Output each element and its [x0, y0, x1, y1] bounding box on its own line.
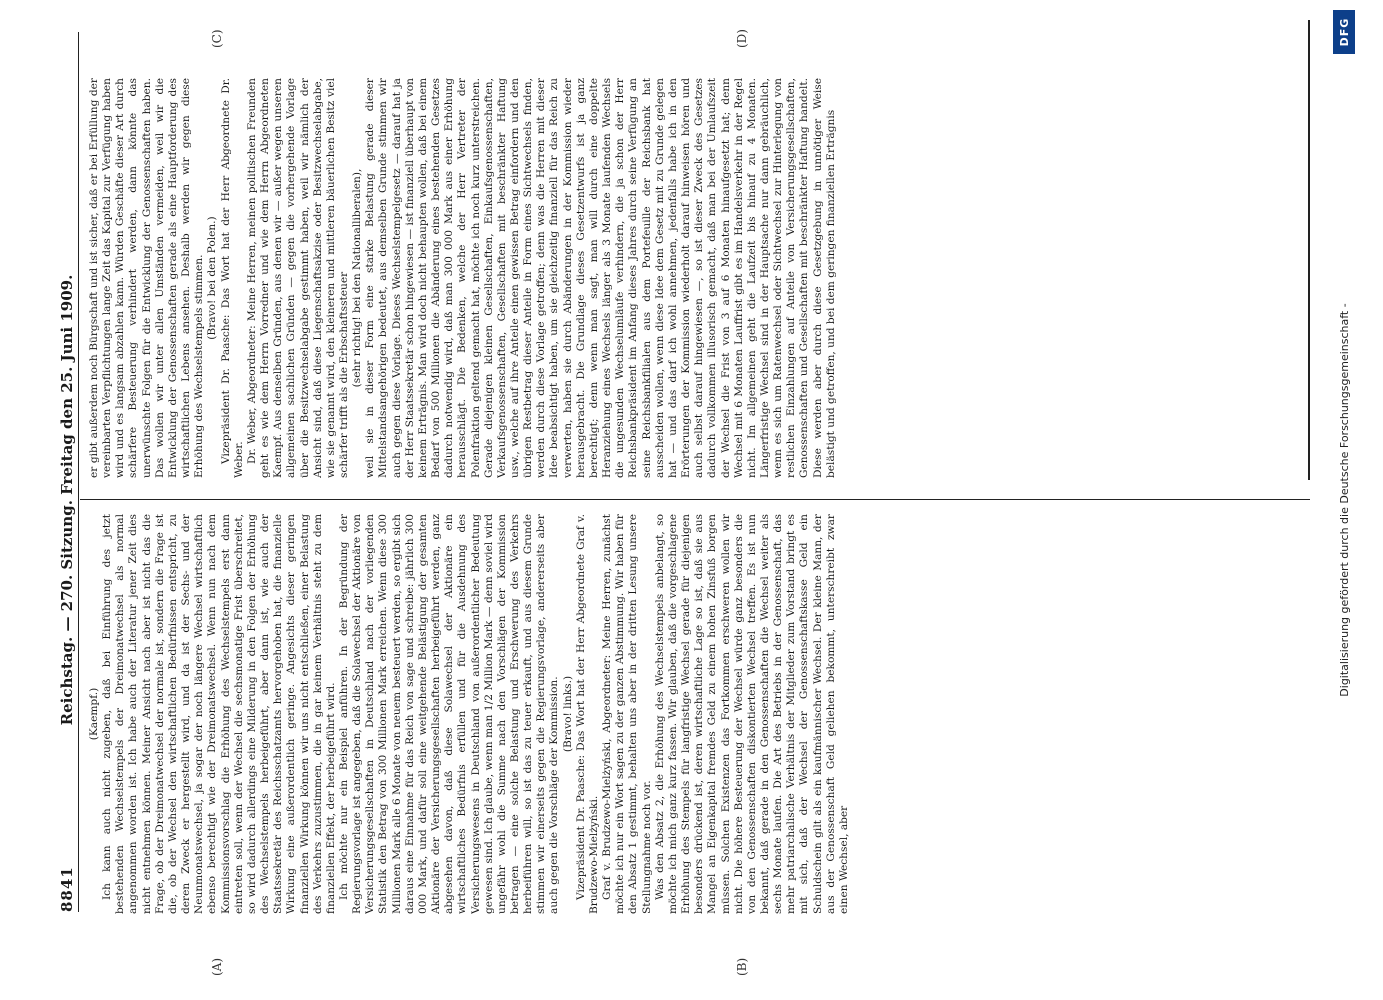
right-text-column	[88, 78, 1308, 478]
running-header: Reichstag. — 270. Sitzung. Freitag den 25. Juni 1909.	[58, 274, 76, 726]
end-rule	[1308, 20, 1310, 480]
left-text-column	[88, 514, 1308, 914]
paragraph: er gibt außerdem noch Bürgschaft und ist sicher, daß er bei Erfüllung der vereinbarten Verpflichtungen lange Zeit das Kapital zur Verfügung haben wird und es langsam abzahlen kann. Würden Geschäfte dieser Art durch schärfere Besteuerung verhindert werden, dann könnte das unerwünschte Folgen für die Entwicklung der Genossenschaften haben. Das wollen wir unter allen Umständen vermeiden, weil wir die Entwicklung der Genossenschaften gerade als eine Hauptforderung des wirtschaftlichen Lebens ansehen. Deshalb werden wir gegen diese Erhöhung des Wechselstempels stimmen.	[88, 78, 206, 478]
column-divider	[80, 499, 1310, 500]
paragraph: Ich möchte nur ein Beispiel anführen. In der Begründung der Regierungsvorlage ist angegeben, daß die Solawechsel der Aktionäre von Versicherungsgesellschaften in Deutschland nach der vorliegenden Statistik den Betrag von 300 Millionen Mark erreichen. Wenn diese 300 Millionen Mark alle 6 Monate von neuem besteuert werden, so ergibt sich daraus eine Einnahme für das Reich von sage und schreibe: jährlich 300 000 Mark, und dafür soll eine weitgehende Belästigung der gesamten Aktionäre der Versicherungsgesellschaften herbeigeführt werden, ganz abgesehen davon, daß diese Solawechsel der Aktionäre ein wirtschaftliches Bedürfnis erfüllen und für die Ausdehnung des Versicherungswesens in Deutschland von außerordentlicher Bedeutung gewesen sind. Ich glaube, wenn man 1/2 Million Mark — denn soviel wird ungefähr wohl die Summe nach den Vorschlägen der Kommission betragen — eine solche Belastung und Erschwerung des Verkehrs herbeiführen will, so ist das zu teuer erkauft, und aus diesem Grunde stimmen wir einerseits gegen die Regierungsvorlage, andererseits aber auch gegen die Vorschläge der Kommission.	[337, 514, 561, 914]
margin-marker-d: (D)	[735, 29, 749, 48]
paragraph: weil sie in dieser Form eine starke Belastung gerade dieser Mittelstandsangehörigen bedeutet, aus demselben Grunde stimmen wir auch gegen diese Vorlage. Dieses Wechselstempelgesetz — darauf hat ja der Herr Staatssekretär schon hingewiesen — ist finanziell überhaupt von keinem Erträgnis. Man wird doch nicht behaupten wollen, daß bei einem Bedarf von 500 Millionen die Abänderung eines bestehenden Gesetzes dadurch notwendig wird, daß man 300 000 Mark aus einer Erhöhung herausschlägt. Die Bedenken, welche der Herr Vertreter der Polenfraktion geltend gemacht hat, möchte ich noch kurz unterstreichen. Gerade diejenigen kleinen Gesellschaften, Einkaufsgenossenschaften, Verkaufsgenossenschaften, Gesellschaften mit beschränkter Haftung usw., welche auf ihre Anteile einen gewissen Betrag einfordern und den übrigen Restbetrag dieser Anteile in Form eines Sichtwechsels finden, werden durch diese Vorlage getroffen; denn was die Herren mit dieser Idee beabsichtigt haben, um sie gleichzeitig finanziell für das Reich zu verwerten, haben sie durch Abänderungen in der Kommission wieder herausgebracht. Die Grundlage dieses Gesetzentwurfs ist ja ganz berechtigt; denn wenn man sagt, man will durch eine doppelte Heranziehung eines Wechsels länger als 3 Monate laufenden Wechsels die ungesunden Wechselumläufe verhindern, die ja schon der Herr Reichsbankpräsident im Anfang dieses Jahres durch seine Verfügung an seine Reichsbankfilialen aus dem Portefeuille der Reichsbank hat ausscheiden wollen, wenn diese Idee dem Gesetz mit zu Grunde gelegen hat — und das darf ich wohl annehmen, jedenfalls habe ich in den Erörterungen der Kommission wiederholt darauf hinweisen hören und auch selbst darauf hingewiesen —, so ist dieser Zweck des Gesetzes dadurch vollkommen illusorisch gemacht, daß man bei der Umlaufszeit der Wechsel die Frist von 3 auf 6 Monaten hinaufgesetzt hat; denn Wechsel mit 6 Monaten Lauffrist gibt es im Handelsverkehr in der Regel nicht. Im allgemeinen geht die Laufzeit bis hinauf zu 4 Monaten. Längerfristige Wechsel sind in der Hauptsache nur dann gebräuchlich, wenn es sich um Ratenwechsel oder Sichtwechsel zur Hinterlegung von restlichen Einzahlungen auf Anteile von Versicherungsgesellschaften, Genossenschaften und Gesellschaften mit beschränkter Haftung handelt. Diese werden aber durch diese Gesetzgebung in unnötiger Weise belästigt und getroffen, und bei dem geringen finanziellen Erträgnis	[364, 78, 837, 478]
interjection: (Bravo! bei den Polen.)	[206, 216, 219, 340]
digitization-credit: Digitalisierung gefördert durch die Deutsche Forschungsgemeinschaft -	[1338, 303, 1351, 697]
dfg-logo: DFG	[1333, 10, 1355, 54]
interjection: (Kaempf.)	[88, 687, 100, 741]
margin-marker-c: (C)	[210, 29, 224, 48]
paragraph: Dr. Weber, Abgeordneter: Meine Herren, meinen politischen Freunden geht es wie dem Herrn Vorredner und wie dem Herrn Abgeordneten Kaempf. Aus denselben Gründen, aus denen wir — außer wegen unseren allgemeinen sachlichen Gründen — gegen die vorhergehende Vorlage über die Besitzwechselabgabe gestimmt haben, weil wir nämlich der Ansicht sind, daß diese Liegenschaftsakzise oder Besitzwechselabgabe, wie sie genannt wird, den kleineren und mittleren bäuerlichen Besitz viel schärfer trifft als die Erbschaftssteuer	[245, 78, 350, 478]
header-rule	[78, 32, 79, 912]
paragraph: Was den Absatz 2, die Erhöhung des Wechselstempels anbelangt, so möchte ich mich ganz kurz fassen. Wir glauben, daß die vorgeschlagene Erhöhung des Stempels für langfristige Wechsel gerade für diejenigen besonders drückend ist, deren wirtschaftliche Lage so ist, daß sie aus Mangel an Eigenkapital fremdes Geld zu einem hohen Zinsfuß borgen müssen. Solchen Existenzen das Fortkommen erschweren wollen wir nicht. Die höhere Besteuerung der Wechsel würde ganz besonders die von den Genossenschaften diskontierten Wechsel treffen. Es ist nun bekannt, daß gerade in den Genossenschaften die Wechsel weiter als sechs Monate laufen. Die Art des Betriebs in der Genossenschaft, das mehr patriarchalische Verhältnis der Mitglieder zum Vorstand bringt es mit sich, daß der Wechsel der Genossenschaftskasse Geld ein Schuldschein gilt als ein kaufmännischer Wechsel. Der kleine Mann, der aus der Genossenschaft Geld geliehen bekommt, unterschreibt zwar einen Wechsel, aber	[653, 514, 850, 914]
margin-marker-a: (A)	[210, 957, 224, 976]
interjection: (sehr richtig! bei den Nationalliberalen),	[351, 168, 364, 388]
paragraph: Graf v. Brudzewo-Mielżyński, Abgeordneter: Meine Herren, zunächst möchte ich nur ein Wort sagen zu der ganzen Abstimmung. Wir haben für den Absatz 1 gestimmt, behalten uns aber in der dritten Lesung unsere Stellungnahme noch vor.	[601, 514, 653, 914]
interjection: (Bravo! links.)	[561, 675, 574, 753]
paragraph: Ich kann auch nicht zugeben, daß bei Einführung des jetzt bestehenden Wechselstempels der Dreimonatwechsel als normal angenommen worden ist. Ich habe auch der Literatur jener Zeit dies nicht entnehmen können. Meiner Ansicht nach aber ist nicht das die Frage, ob der Dreimonatwechsel der normale ist, sondern die Frage ist die, ob der Wechsel den wirtschaftlichen Bedürfnissen entspricht, zu deren Zweck er hergestellt wird, und da ist der Sechs- und der Neunmonatswechsel, ja sogar der noch längere Wechsel wirtschaftlich ebenso berechtigt wie der Dreimonatswechsel. Wenn nun nach dem Kommissionsvorschlag die Erhöhung des Wechselstempels erst dann eintreten soll, wenn der Wechsel die sechsmonatige Frist überschreitet, so wird dadurch allerdings eine Milderung in den Folgen der Erhöhung des Wechselstempels herbeigeführt, aber dann ist, wie auch der Staatssekretär des Reichsschatzamts hervorgehoben hat, die finanzielle Wirkung eine außerordentlich geringe. Angesichts dieser geringen finanziellen Wirkung können wir uns nicht entschließen, einer Belastung des Verkehrs zuzustimmen, die in gar keinem Verhältnis steht zu dem finanziellen Effekt, der herbeigeführt wird.	[101, 514, 337, 914]
paragraph: Vizepräsident Dr. Paasche: Das Wort hat der Herr Abgeordnete Dr. Weber.	[219, 78, 245, 478]
paragraph: Vizepräsident Dr. Paasche: Das Wort hat der Herr Abgeordnete Graf v. Brudzewo-Mielżyński.	[574, 514, 600, 914]
page-number: 8841	[58, 866, 76, 912]
margin-marker-b: (B)	[735, 957, 749, 976]
